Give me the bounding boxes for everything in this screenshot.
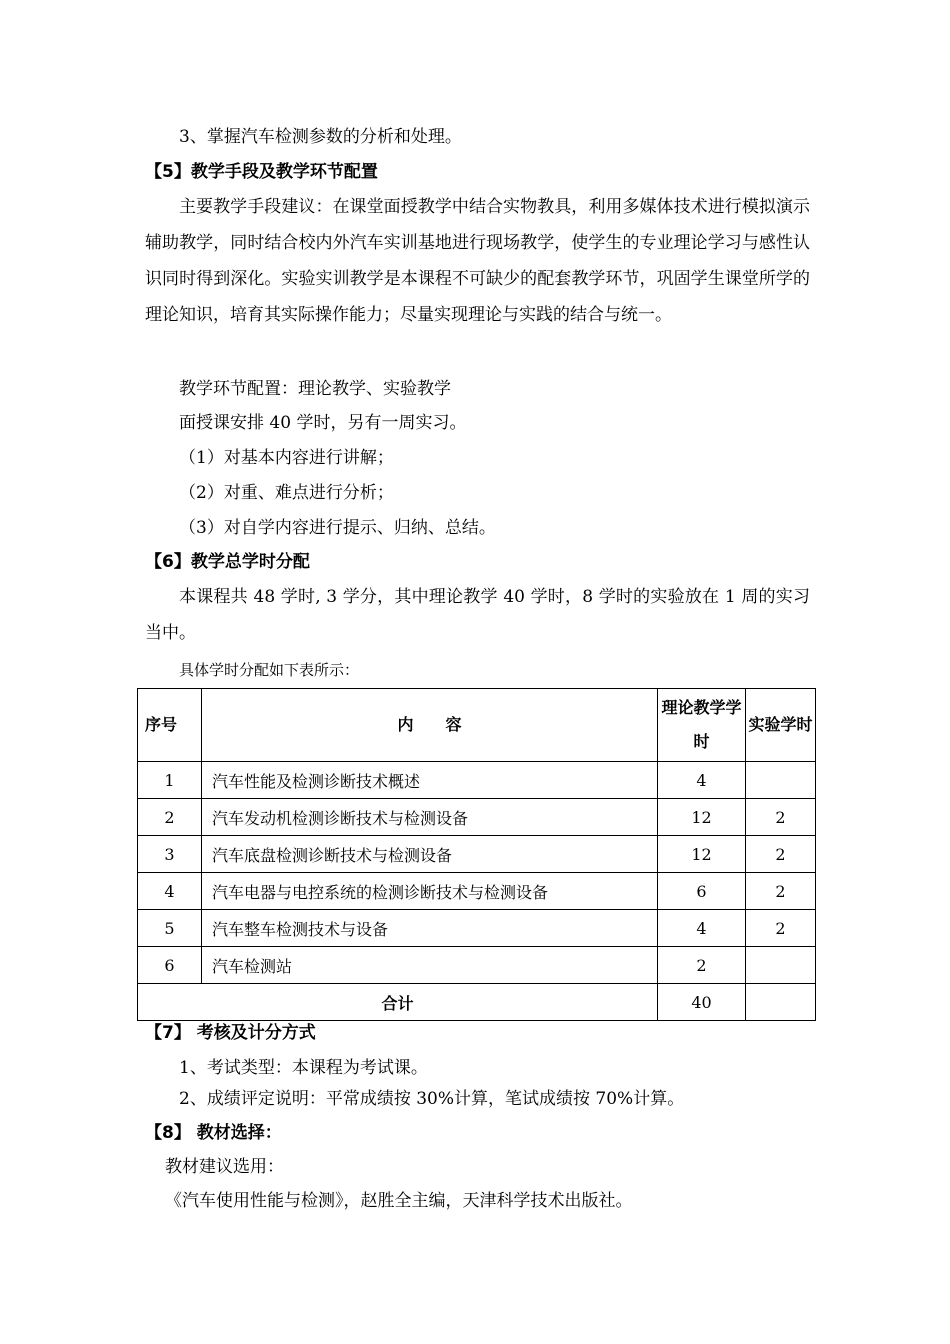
section7-item-1: 1、考试类型：本课程为考试课。 (179, 1058, 428, 1078)
table-row (138, 947, 816, 984)
objective-item-3: 3、掌握汽车检测参数的分析和处理。 (179, 127, 462, 147)
section5-heading: 【5】教学手段及教学环节配置 (145, 162, 378, 182)
row-content: 汽车检测站 (202, 947, 658, 984)
row-content: 汽车性能及检测诊断技术概述 (202, 762, 658, 799)
table-total-row (138, 984, 816, 1021)
total-theory: 40 (658, 984, 746, 1021)
section5-arrange-line: 面授课安排 40 学时，另有一周实习。 (179, 413, 467, 433)
header-lab-hours: 实验学时 (746, 689, 816, 762)
section5-teaching-methods-paragraph: 主要教学手段建议：在课堂面授教学中结合实物教具，利用多媒体技术进行模拟演示辅助教学，同时结合校内外汽车实训基地进行现场教学，使学生的专业理论学习与感性认识同时得到深化。实验实训教学是本课程不可缺少的配套教学环节，巩固学生课堂所学的理论知识，培育其实际操作能力；尽量实现理论与实践的结合与统一。 (145, 197, 810, 325)
row-theory: 2 (658, 947, 746, 984)
row-num: 1 (138, 762, 202, 799)
header-content: 内 容 (202, 689, 658, 762)
section6-heading: 【6】教学总学时分配 (145, 552, 310, 572)
row-theory: 4 (658, 762, 746, 799)
section5-step-2: （2）对重、难点进行分析； (179, 483, 394, 503)
table-header-row (138, 689, 816, 762)
row-num: 6 (138, 947, 202, 984)
row-lab (746, 947, 816, 984)
row-theory: 12 (658, 799, 746, 836)
row-theory: 12 (658, 836, 746, 873)
table-row (138, 910, 816, 947)
section8-intro: 教材建议选用： (165, 1157, 284, 1177)
row-theory: 4 (658, 910, 746, 947)
header-theory-hours: 理论教学学时 (658, 689, 746, 762)
table-row (138, 836, 816, 873)
table-row (138, 762, 816, 799)
row-lab: 2 (746, 910, 816, 947)
section8-heading: 【8】 教材选择： (145, 1123, 282, 1143)
row-theory: 6 (658, 873, 746, 910)
table-intro: 具体学时分配如下表所示： (179, 661, 360, 679)
total-label: 合计 (138, 984, 658, 1021)
row-lab (746, 762, 816, 799)
row-num: 4 (138, 873, 202, 910)
row-content: 汽车发动机检测诊断技术与检测设备 (202, 799, 658, 836)
row-content: 汽车底盘检测诊断技术与检测设备 (202, 836, 658, 873)
table-row (138, 799, 816, 836)
row-content: 汽车电器与电控系统的检测诊断技术与检测设备 (202, 873, 658, 910)
row-num: 5 (138, 910, 202, 947)
section5-step-3: （3）对自学内容进行提示、归纳、总结。 (179, 518, 496, 538)
row-num: 2 (138, 799, 202, 836)
section7-item-2: 2、成绩评定说明：平常成绩按 30%计算，笔试成绩按 70%计算。 (179, 1089, 685, 1109)
hours-distribution-table (137, 688, 816, 1021)
table-row (138, 873, 816, 910)
header-num: 序号 (138, 689, 202, 762)
row-lab: 2 (746, 873, 816, 910)
section5-config-line: 教学环节配置：理论教学、实验教学 (179, 379, 451, 399)
section6-paragraph: 本课程共 48 学时, 3 学分，其中理论教学 40 学时，8 学时的实验放在 1 周的实习当中。 (145, 587, 810, 643)
row-content: 汽车整车检测技术与设备 (202, 910, 658, 947)
total-lab (746, 984, 816, 1021)
row-lab: 2 (746, 799, 816, 836)
section7-heading: 【7】 考核及计分方式 (145, 1023, 316, 1043)
row-num: 3 (138, 836, 202, 873)
section8-book: 《汽车使用性能与检测》，赵胜全主编，天津科学技术出版社。 (165, 1191, 633, 1211)
row-lab: 2 (746, 836, 816, 873)
section5-step-1: （1）对基本内容进行讲解； (179, 448, 394, 468)
